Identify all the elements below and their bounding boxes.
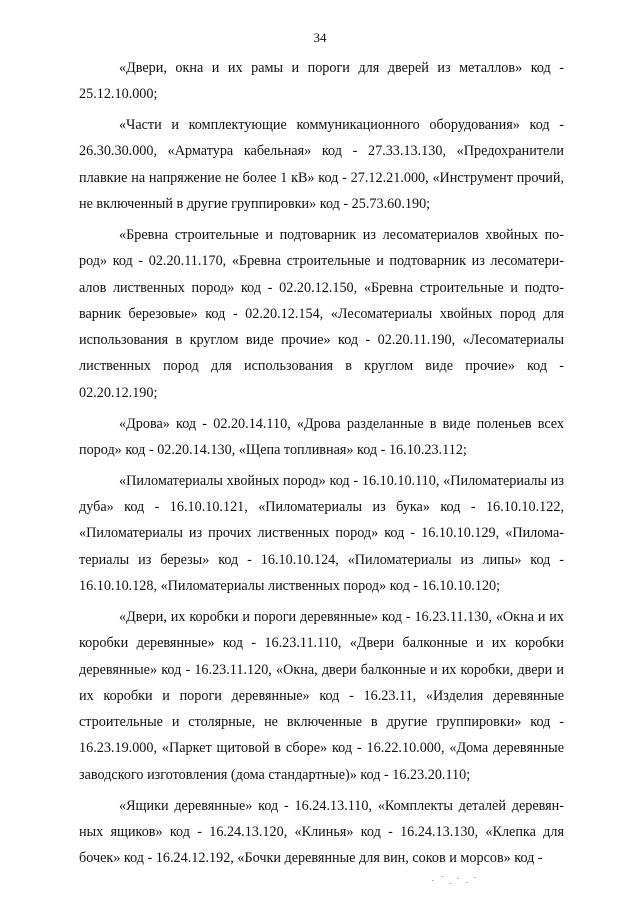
paragraph-metal-doors: «Двери, окна и их рамы и пороги для дверей из металлов» код - 25.12.10.000; [79, 60, 564, 103]
paragraph-wooden-doors-windows: «Двери, их коробки и пороги деревянные» код - 16.23.11.130, «Окна и их коробки деревянные» код - 16.23.11.110, «Двери балконные и их коробки деревянные» код - 16.23.11.120, «Окна, двери балконные и их коробки, двери и их коробки и пороги деревянные» код - 16.23.11, «Изделия деревянные строительные и столярные, не включенные в другие группировки» код - 16.23.19.000, «Паркет щитовой в сборе» код - 16.22.10.000, «Дома деревянные заводского изготовления (дома стандартные)» код - 16.23.20.110; [79, 608, 564, 783]
paragraph-wooden-boxes: «Ящики деревянные» код - 16.24.13.110, «Комплекты деталей деревянных ящиков» код - 16.24.13.120, «Клинья» код - 16.24.13.130, «Клепка для бочек» код - 16.24.12.192, «Бочки деревянные для вин, соков и морсов» код - [79, 797, 564, 867]
document-body [79, 55, 564, 876]
scan-noise [430, 874, 480, 888]
page-number: 34 [313, 30, 327, 45]
paragraph-firewood: «Дрова» код - 02.20.14.110, «Дрова разделанные в виде поленьев всех пород» код - 02.20.14.130, «Щепа топливная» код - 16.10.23.112; [79, 415, 564, 458]
paragraph-lumber: «Пиломатериалы хвойных пород» код - 16.10.10.110, «Пиломатериалы из дуба» код - 16.10.10.121, «Пиломатериалы из бука» код - 16.10.10.122, «Пиломатериалы из прочих лиственных пород» код - 16.10.10.129, «Пиломатериалы из березы» код - 16.10.10.124, «Пиломатериалы из липы» код - 16.10.10.128, «Пиломатериалы лиственных пород» код - 16.10.10.120; [79, 472, 564, 595]
paragraph-logs: «Бревна строительные и подтоварник из лесоматериалов хвойных пород» код - 02.20.11.170, «Бревна строительные и подтоварник из лесоматериалов лиственных пород» код - 02.20.12.150, «Бревна строительные и подтоварник березовые» код - 02.20.12.154, «Лесоматериалы хвойных пород для использования в круглом виде прочие» код - 02.20.11.190, «Лесоматериалы лиственных пород для использования в круглом виде прочие» код - 02.20.12.190; [79, 226, 564, 401]
paragraph-communication-parts: «Части и комплектующие коммуникационного оборудования» код - 26.30.30.000, «Арматура кабельная» код - 27.33.13.130, «Предохранители плавкие на напряжение не более 1 кВ» код - 27.12.21.000, «Инструмент прочий, не включенный в другие группировки» код - 25.73.60.190; [79, 117, 564, 213]
